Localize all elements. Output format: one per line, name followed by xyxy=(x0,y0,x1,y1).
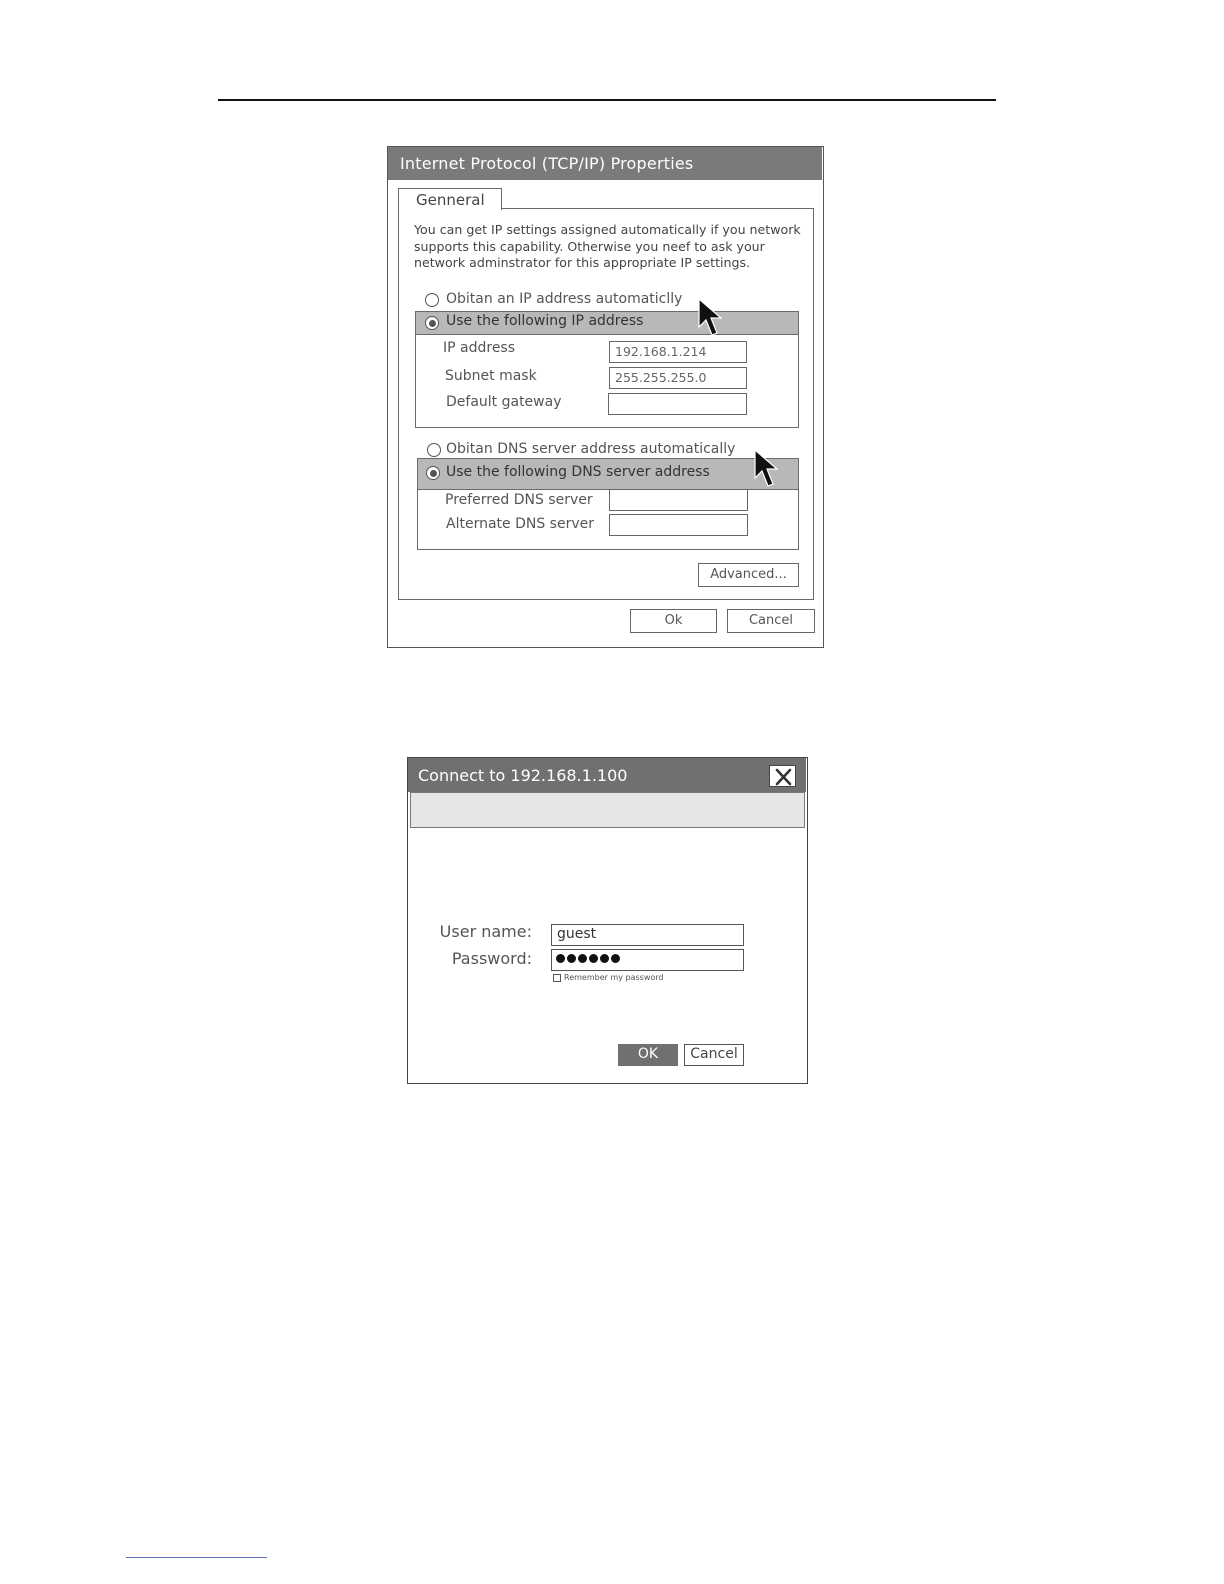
page-top-rule xyxy=(218,99,996,101)
password-mask-dot xyxy=(567,954,576,963)
preferred-dns-input[interactable] xyxy=(609,489,748,511)
obtain-dns-auto-label: Obitan DNS server address automatically xyxy=(446,441,736,457)
close-button[interactable] xyxy=(769,765,796,787)
cancel-button[interactable]: Cancel xyxy=(727,609,815,633)
obtain-ip-auto-radio[interactable] xyxy=(425,293,439,307)
alternate-dns-input[interactable] xyxy=(609,514,748,536)
dialog-banner xyxy=(410,792,805,828)
password-mask-dot xyxy=(589,954,598,963)
page-bottom-link-rule xyxy=(126,1557,267,1558)
remember-password-label: Remember my password xyxy=(564,973,664,982)
remember-password-checkbox[interactable] xyxy=(553,974,561,982)
use-following-dns-radio[interactable] xyxy=(426,466,440,480)
alternate-dns-label: Alternate DNS server xyxy=(446,516,594,532)
ok-button[interactable]: OK xyxy=(618,1044,678,1066)
default-gateway-input[interactable] xyxy=(608,393,747,415)
dialog-title: Connect to 192.168.1.100 xyxy=(408,758,806,792)
tcp-ip-properties-dialog xyxy=(387,146,824,648)
default-gateway-label: Default gateway xyxy=(446,394,562,410)
ok-button[interactable]: Ok xyxy=(630,609,717,633)
ip-address-input[interactable]: 192.168.1.214 xyxy=(609,341,747,363)
connect-dialog xyxy=(407,757,808,1084)
use-following-ip-radio[interactable] xyxy=(425,316,439,330)
use-following-dns-label: Use the following DNS server address xyxy=(446,464,710,480)
password-mask-dot xyxy=(611,954,620,963)
subnet-mask-input[interactable]: 255.255.255.0 xyxy=(609,367,747,389)
close-icon xyxy=(770,766,797,788)
ip-address-label: IP address xyxy=(443,340,516,356)
mouse-pointer-icon xyxy=(752,448,780,492)
advanced-button[interactable]: Advanced... xyxy=(698,563,799,587)
password-label: Password: xyxy=(451,949,532,968)
cancel-button[interactable]: Cancel xyxy=(684,1044,744,1066)
password-mask-dot xyxy=(600,954,609,963)
preferred-dns-label: Preferred DNS server xyxy=(445,492,593,508)
obtain-dns-auto-radio[interactable] xyxy=(427,443,441,457)
username-input[interactable]: guest xyxy=(551,924,744,946)
password-mask-dot xyxy=(578,954,587,963)
subnet-mask-label: Subnet mask xyxy=(445,368,537,384)
dialog-title: Internet Protocol (TCP/IP) Properties xyxy=(388,147,822,180)
tab-general[interactable]: Genneral xyxy=(398,188,502,210)
mouse-pointer-icon xyxy=(696,297,724,341)
username-label: User name: xyxy=(439,922,532,941)
use-following-ip-label: Use the following IP address xyxy=(446,313,644,329)
obtain-ip-auto-label: Obitan an IP address automaticlly xyxy=(446,291,683,307)
password-input[interactable] xyxy=(551,949,744,971)
description-text: You can get IP settings assigned automatically if you network supports this capability. Otherwise you neef to ask your network adminstrator for this appropriate IP settings. xyxy=(414,222,801,270)
password-mask-dot xyxy=(556,954,565,963)
